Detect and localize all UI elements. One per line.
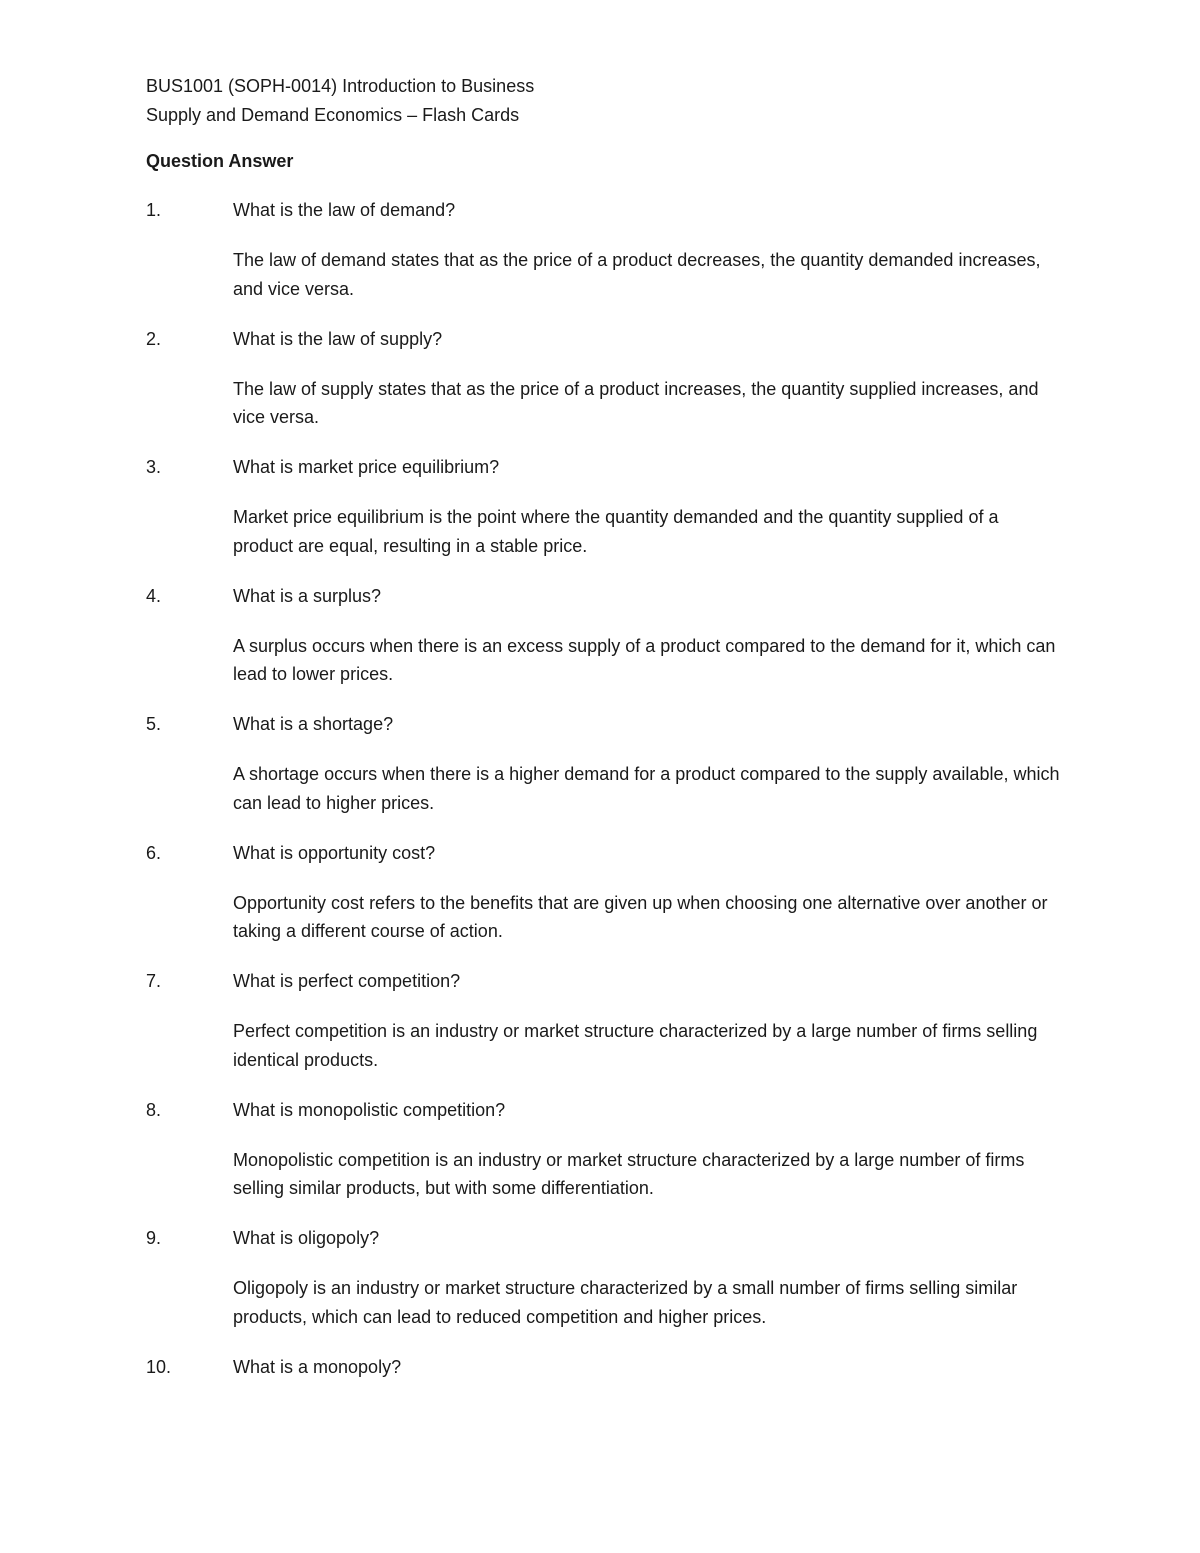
card-question: What is market price equilibrium? [233, 457, 500, 477]
card-answer: Oligopoly is an industry or market structure characterized by a small number of firms selling similar products, which can lead to reduced competition and higher prices. [233, 1278, 1018, 1327]
document-header [146, 72, 534, 130]
card-question: What is oligopoly? [233, 1228, 380, 1248]
card-question: What is the law of demand? [233, 200, 456, 220]
card-number: 8. [146, 1099, 162, 1120]
flash-card-7 [146, 967, 1076, 1096]
flash-card-list [146, 196, 1076, 1481]
card-question: What is perfect competition? [233, 971, 461, 991]
card-number: 1. [146, 200, 162, 220]
course-title: BUS1001 (SOPH-0014) Introduction to Business [146, 76, 535, 96]
card-number: 4. [146, 585, 162, 606]
card-number: 5. [146, 714, 162, 734]
flash-card-8 [146, 1096, 1076, 1225]
card-question: What is monopolistic competition? [233, 1099, 506, 1120]
card-answer: Market price equilibrium is the point where the quantity demanded and the quantity supplied of a product are equal, resulting in a stable price. [233, 507, 999, 556]
card-question: What is a shortage? [233, 714, 394, 734]
flash-card-9 [146, 1224, 1076, 1353]
card-question: What is opportunity cost? [233, 842, 436, 863]
card-answer: Perfect competition is an industry or market structure characterized by a large number of firms selling identical products. [233, 1021, 1038, 1070]
flash-card-10 [146, 1353, 1076, 1482]
card-question: What is a monopoly? [233, 1356, 402, 1377]
flash-card-3 [146, 453, 1076, 582]
card-question: What is a surplus? [233, 585, 382, 606]
flash-card-6 [146, 839, 1076, 968]
document-title: Supply and Demand Economics – Flash Cards [146, 105, 520, 125]
card-number: 2. [146, 328, 162, 349]
card-answer: The law of supply states that as the price of a product increases, the quantity supplied increases, and vice versa. [233, 378, 1039, 427]
column-header: Question Answer [146, 151, 294, 171]
card-number: 3. [146, 457, 162, 477]
card-number: 9. [146, 1228, 162, 1248]
flash-card-1 [146, 196, 1076, 325]
card-number: 6. [146, 842, 162, 863]
flash-card-5 [146, 710, 1076, 839]
card-answer: A shortage occurs when there is a higher demand for a product compared to the supply available, which can lead to higher prices. [233, 764, 1060, 813]
flash-card-2 [146, 325, 1076, 454]
card-answer: A surplus occurs when there is an excess supply of a product compared to the demand for it, which can lead to lower prices. [233, 635, 1056, 684]
card-answer: Monopolistic competition is an industry or market structure characterized by a large number of firms selling similar products, but with some differentiation. [233, 1149, 1025, 1198]
card-answer: The law of demand states that as the price of a product decreases, the quantity demanded increases, and vice versa. [233, 250, 1041, 299]
card-answer: Opportunity cost refers to the benefits that are given up when choosing one alternative over another or taking a different course of action. [233, 892, 1048, 941]
card-number: 10. [146, 1356, 172, 1377]
card-question: What is the law of supply? [233, 328, 443, 349]
card-number: 7. [146, 971, 162, 991]
flash-card-4 [146, 582, 1076, 711]
